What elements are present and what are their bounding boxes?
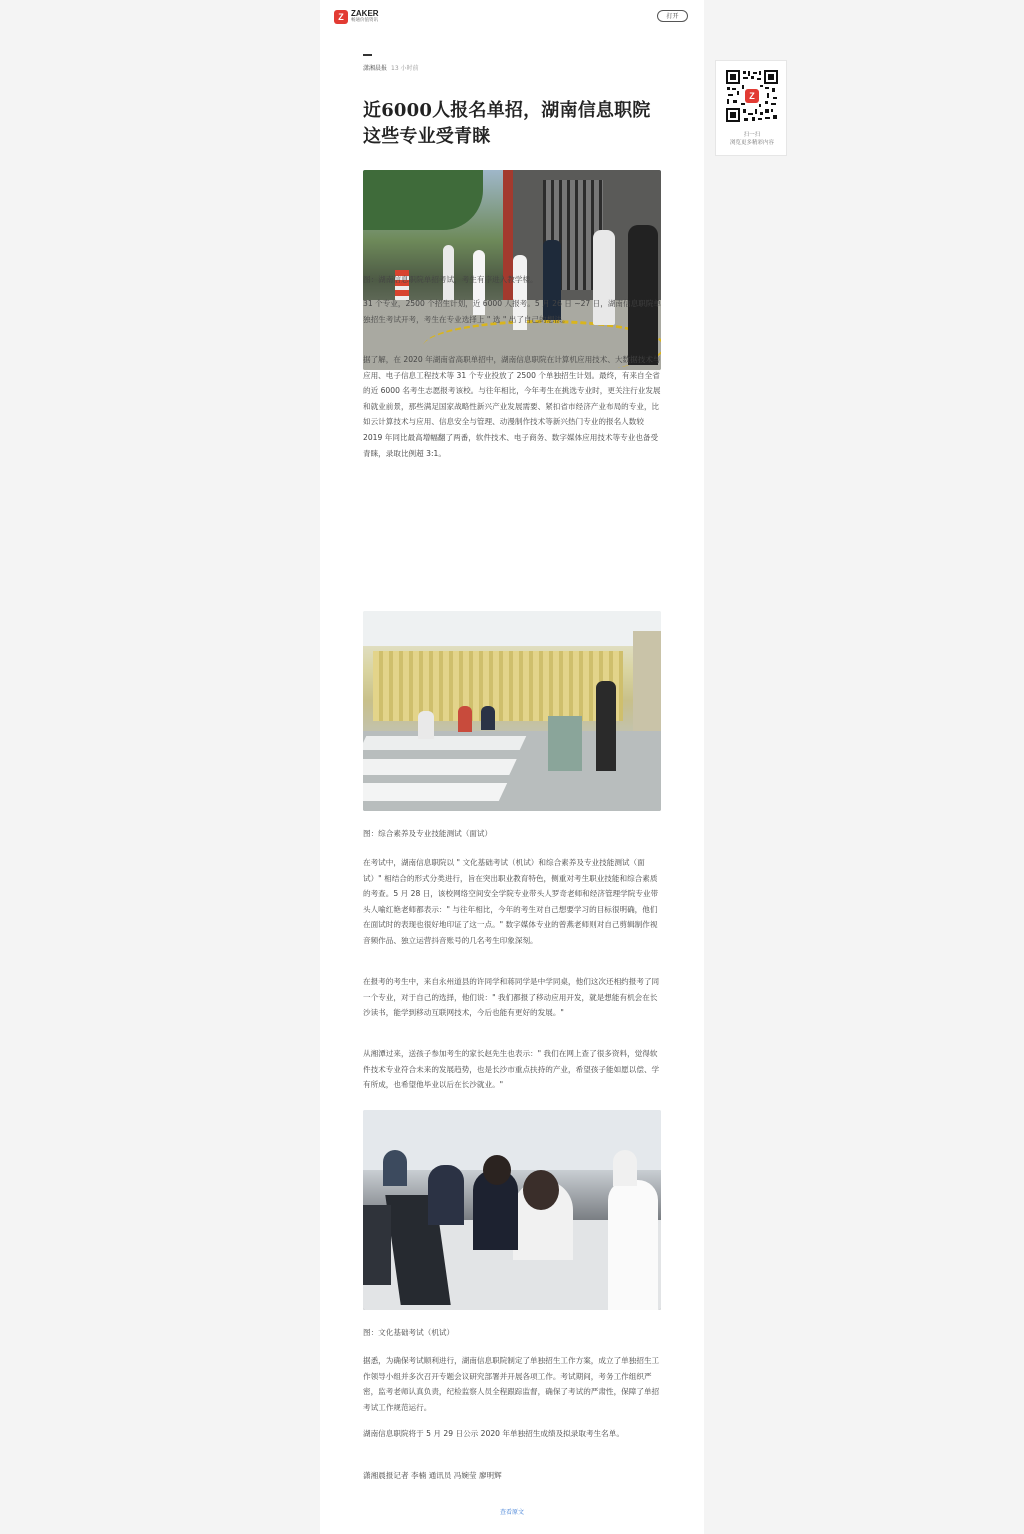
paragraph-1: 31 个专业，2500 个招生计划，近 6000 人报考。5 月 26 日 ~27 日，湖南信息职院单独招生考试开考，考生在专业选择上 " 选 " 出了自己的想法。 (363, 299, 661, 324)
logo-name: ZAKER (351, 9, 379, 19)
paragraph-4: 在报考的考生中，来自永州道县的许同学和蒋同学是中学同桌，他们这次还相约报考了同一个专业，对于自己的选择，他们说：" 我们都报了移动应用开发，就是想能有机会在长沙读书，能学到移动互联网技术，今后也能有更好的发展。" (363, 977, 660, 1018)
qr-code[interactable] (725, 69, 779, 123)
zaker-logo[interactable] (334, 10, 379, 24)
qr-code-card (715, 60, 787, 156)
paragraph-5: 从湘潭过来，送孩子参加考生的家长赵先生也表示：" 我们在网上查了很多资料，觉得软件技术专业符合未来的发展趋势，也是长沙市重点扶持的产业，希望孩子能如愿以偿、学有所成，也希望他毕业以后在长沙就业。" (363, 1049, 660, 1090)
paragraph-7: 湖南信息职院将于 5 月 29 日公示 2020 年单独招生成绩及拟录取考生名单。 (363, 1429, 624, 1438)
top-bar (320, 0, 704, 34)
article-meta (363, 63, 661, 72)
open-app-button[interactable]: 打开 (657, 10, 688, 22)
qr-center-logo: Z (749, 91, 755, 101)
zaker-logo-icon: Z (334, 10, 348, 24)
article-content (363, 54, 661, 1480)
article-time: 13 小时前 (391, 65, 419, 72)
photo-students-entering[interactable] (363, 170, 661, 370)
qr-caption-scan: 扫一扫 (743, 132, 761, 138)
caption-photo-3: 图：文化基础考试（机试） (363, 1328, 455, 1337)
logo-slogan: 畅通价值资讯 (351, 18, 378, 24)
photo-computer-exam[interactable] (363, 1110, 661, 1310)
paragraph-2: 据了解，在 2020 年湖南省高职单招中，湖南信息职院在计算机应用技术、大数据技术与应用、电子信息工程技术等 31 个专业投放了 2500 个单独招生计划。最终，有来自全省的近 6000 名考生志愿报考该校。与往年相比，今年考生在挑选专业时，更关注行业发展和就业前景，那些满足国家战略性新兴产业发展需要、紧扣省市经济产业布局的专业，比如云计算技术与应用、信息安全与管理、动漫制作技术等新兴热门专业的报名人数较 2019 年同比最高增幅翻了两番，软件技术、电子商务、数字媒体应用技术等专业也备受青睐，录取比例超 3:1。 (363, 355, 661, 458)
byline: 潇湘晨报记者 李楠 通讯员 冯婉莹 廖明辉 (363, 1471, 502, 1480)
source-divider (363, 54, 372, 56)
qr-caption-more: 浏览更多精彩内容 (729, 140, 774, 146)
paragraph-6: 据悉，为确保考试顺利进行，湖南信息职院制定了单独招生工作方案，成立了单独招生工作领导小组并多次召开专题会议研究部署并开展各项工作。考试期间，考务工作组织严密，监考老师认真负责，纪检监察人员全程跟踪监督，确保了考试的严肃性，保障了单招考试工作规范运行。 (363, 1356, 660, 1412)
caption-photo-1: 图：湖南信息职院单招考试，考生有序进入教学楼。 (363, 275, 538, 284)
read-original-link[interactable]: 查看原文 (499, 1509, 524, 1516)
article-title: 近6000人报名单招，湖南信息职院这些专业受青睐 (363, 100, 651, 147)
article-page (320, 0, 704, 1534)
paragraph-3: 在考试中，湖南信息职院以 " 文化基础考试（机试）和综合素养及专业技能测试（面试）" 相结合的形式分类进行，旨在突出职业教育特色，侧重对考生职业技能和综合素质的考查。5 月 28 日，该校网络空间安全学院专业带头人罗奇老师和经济管理学院专业带头人喻红艳老师都表示：" 与往年相比，今年的考生对自己想要学习的目标很明确，他们在面试时的表现也很好地印证了这一点。" 数字媒体专业的曾燕老师则对自己剪辑制作视音频作品、独立运营抖音账号的几名考生印象深刻。 (363, 858, 659, 945)
photo-interview-classroom[interactable] (363, 611, 661, 811)
article-source[interactable]: 潇湘晨报 (363, 65, 388, 72)
caption-photo-2: 图：综合素养及专业技能测试（面试） (363, 829, 493, 838)
